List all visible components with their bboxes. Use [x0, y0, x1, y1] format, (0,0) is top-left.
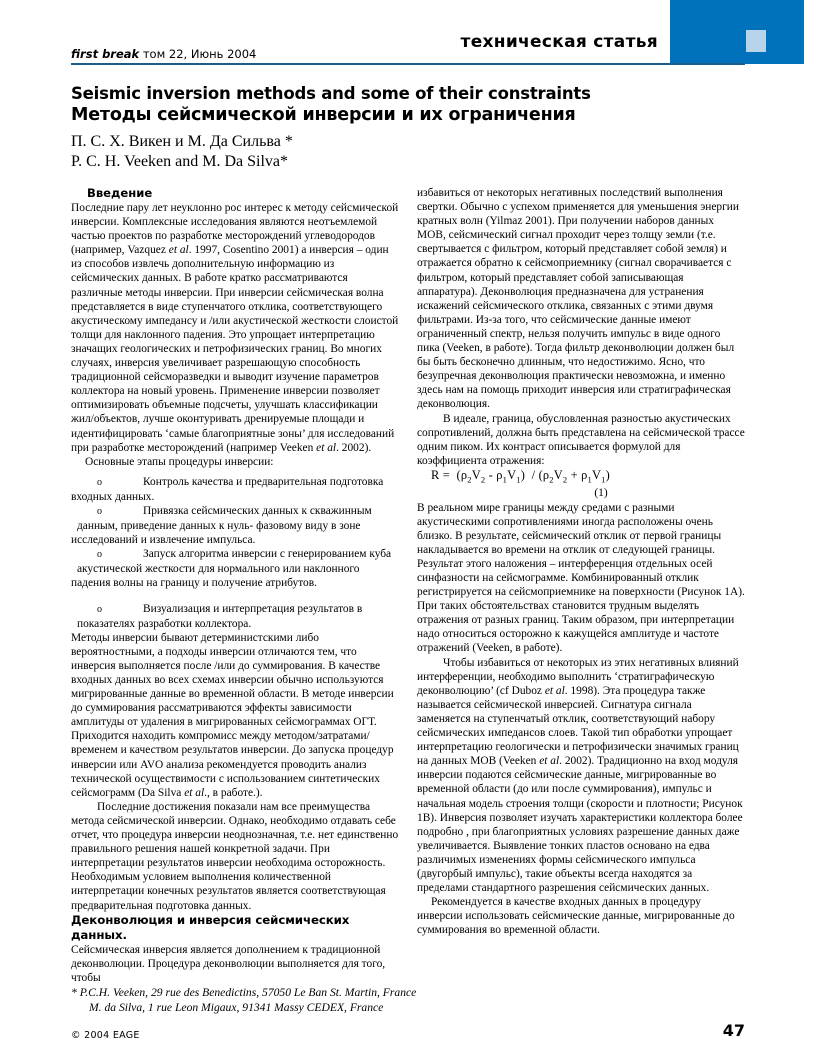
bullet-marker-icon: o: [97, 603, 102, 615]
copyright-notice: © 2004 EAGE: [71, 1030, 140, 1041]
journal-title: first break: [71, 47, 140, 61]
list-item-label: Привязка сейсмических данных к скважинным: [143, 504, 372, 517]
paragraph-stratigraphic-deconvolution: [417, 656, 745, 896]
body-column-right: [417, 186, 745, 937]
footnote-line-1: * P.C.H. Veeken, 29 rue des Benedictins, 57050 Le Ban St. Martin, France: [71, 986, 417, 999]
formula-number: (1): [594, 487, 608, 500]
paragraph-deconvolution: Сейсмическая инверсия является дополнением к традиционной деконволюции. Процедура деконволюции выполняется для того, чтобы: [71, 943, 386, 984]
methods-citation-etal: et al: [184, 786, 205, 799]
strat-citation-etal-1: et al: [544, 684, 565, 697]
intro-citation-etal-1: et al: [168, 244, 189, 257]
list-item-label: Контроль качества и предварительная подготовка: [143, 475, 384, 488]
footnote-line-2: M. da Silva, 1 rue Leon Migaux, 91341 Massy CEDEX, France: [89, 1000, 384, 1014]
paragraph-recent-advances: Последние достижения показали нам все преимущества метода сейсмической инверсии. Однако, необходимо отдавать себе отчет, что процедура инверсии неоднозначная, т.е. нет единственно правильного решения нашей конкретной задачи. При интерпретации результатов инверсии необходима осторожность. Необходимым условием выполнения количественной интерпретации конечных результатов является соответствующая предварительная подготовка данных.: [71, 800, 399, 912]
masthead-rule: [71, 63, 745, 65]
list-item-label: Визуализация и интерпретация результатов в: [143, 602, 363, 615]
list-item-continuation: показателях разработки коллектора.: [77, 617, 252, 630]
list-item: [71, 504, 399, 519]
bullet-marker-icon: o: [97, 549, 102, 561]
list-item: [71, 475, 399, 490]
list-item-continuation: данным, приведение данных к нуль- фазовому виду в зоне исследований и извлечение импульса.: [71, 520, 361, 547]
paragraph-introduction: [71, 201, 399, 455]
list-item: [71, 602, 399, 617]
heading-introduction: Введение: [87, 186, 153, 200]
page-masthead: [0, 0, 816, 68]
strat-text-part-3: . 2002). Традиционно на вход модуля инверсии подаются сейсмические данные, мигрированные во временной области (до или после суммирования), импульс и начальная модель строения толщи (скорости и плотности; Рисунок 1В). Инверсия позволяет изучать характеристики коллектора более подробно , при благоприятных условиях разрешение данных даже увеличивается. Выявление тонких пластов основано на едва различимых изменениях формы сейсмического импульса (двугорбый импульс), такие объекты всегда находятся за пределами стандартного разрешения сейсмических данных.: [417, 755, 743, 895]
list-item: [71, 547, 399, 562]
methods-text-part-1: Методы инверсии бывают детерминистскими либо вероятностными, а подходы инверсии отличаются тем, что инверсия выполняется после /или до суммирования. В качестве входных данных во всех схемах инверсии обычно используются мигрированные данные во временной области. В методе инверсии до суммирования рассматриваются эффекты зависимости амплитуды от удаления в мигрированных сейсмограммах ОГТ. Приходится находить компромисс между методом/затратами/временем и качеством результатов инверсии. До запуска процедур инверсии или AVO анализа рекомендуется проводить анализ технической осуществимости с использованием синтетических сейсмограмм (Da Silva: [71, 631, 394, 799]
heading-deconvolution: Деконволюция и инверсия сейсмических данных.: [71, 912, 350, 942]
article-title-russian: Методы сейсмической инверсии и их ограничения: [71, 105, 576, 125]
author-line-english: P. C. H. Veeken and M. Da Silva*: [71, 153, 289, 170]
page-number: 47: [722, 1021, 745, 1040]
methods-text-part-2: ., в работе.).: [204, 786, 263, 799]
spacer: [71, 591, 399, 602]
strat-citation-etal-2: et al: [539, 755, 560, 768]
stages-lead-in: Основные этапы процедуры инверсии:: [85, 455, 274, 468]
paragraph-ideal-boundary: В идеале, граница, обусловленная разностью акустических сопротивлений, должна быть представлена на сейсмической трассе одним пиком. Их контраст описывается формулой для коэффициента отражения:: [417, 412, 745, 467]
intro-text-part-3: . 2002).: [336, 441, 372, 454]
strat-text-part-2: . 1998). Эта процедура также называется сейсмической инверсией. Сигнатура сигнала заменяется на ступенчатый отклик, соответствующий набору сейсмических импедансов слоев. Такой тип обработки упрощает интерпретацию геологически и петрофизически значимых границ на данных МОВ (Veeken: [417, 684, 739, 768]
intro-citation-etal-2: et al: [316, 441, 337, 454]
bullet-marker-icon: o: [97, 505, 102, 517]
accent-block-inner-square: [746, 30, 766, 52]
article-title-english: Seismic inversion methods and some of their constraints: [71, 84, 591, 103]
paragraph-recommendation: Рекомендуется в качестве входных данных в процедуру инверсии использовать сейсмические данные, мигрированные до суммирования во временной области.: [417, 896, 735, 937]
intro-text-part-1: Последние пару лет неуклонно рос интерес к методу сейсмической инверсии. Комплексные исследования являются неотъемлемой частью проектов по разработке месторождений углеводородов (например, Vazquez: [71, 202, 399, 257]
journal-reference: [71, 47, 256, 61]
bullet-marker-icon: o: [97, 476, 102, 488]
paragraph-inversion-methods: [71, 631, 399, 800]
author-address-footnote: [71, 986, 631, 1015]
accent-block: [670, 0, 804, 64]
list-item-label: Запуск алгоритма инверсии с генерированием куба: [143, 548, 392, 561]
intro-text-part-2: . 1997, Cosentino 2001) а инверсия – один из способов извлечь дополнительную информацию из сейсмических данных. В работе кратко рассматриваются различные методы инверсии. При инверсии сейсмическая волна представляется в виде ступенчатого отклика, соответствующего акустическому импедансу и /или акустической жесткости слоистой толщи для наклонного падения. Это упрощает интерпретацию значащих геологических и петрофизических границ. Во многих случаях, инверсия увеличивает разрешающую способность традиционной сейсморазведки и выводит изучение параметров коллектора на новый уровень. Применение инверсии позволяет оптимизировать объемные подсчеты, улучшать классификации жил/объектов, лучше оконтуривать дренируемые площади и идентифицировать ‘самые благоприятные зоны’ для исследований при разработке месторождений (например Veeken: [71, 244, 399, 454]
list-item-continuation: акустической жесткости для нормального или наклонного падения волны на границу и получение атрибутов.: [71, 563, 360, 590]
strat-text-part-1: Чтобы избавиться от некоторых из этих негативных влияний интерференции, необходимо выполнить ‘стратиграфическую деконволюцию’ (cf Duboz: [417, 656, 739, 697]
author-line-russian: П. С. Х. Викен и М. Да Сильва *: [71, 133, 293, 150]
journal-issue: том 22, Июнь 2004: [139, 47, 257, 61]
body-column-left: [71, 186, 399, 985]
section-kicker: техническая статья: [460, 32, 658, 52]
reflection-coefficient-formula: $R = (\rho_2V_2 - \rho_1V_1) / (\rho_2V_2 + \rho_1V_1)$: [431, 467, 610, 485]
paragraph-real-world-interference: В реальном мире границы между средами с разными акустическими сопротивлениями иногда расположены очень близко. В результате, сейсмический отклик от первой границы накладывается во времени на отклик от следующей границы. Результат этого наложения – интерференция отдельных осей синфазности на сейсмограмме. Комбинированный отклик регистрируется на сейсмоприемнике на поверхности (Рисунок 1А). При таких обстоятельствах становится трудным выделять отражения от разных границ. Таким образом, при интерпретации надо относиться осторожно к кажущейся амплитуде и частоте отражений (Veeken, в работе).: [417, 501, 745, 655]
paragraph-convolution-effects: избавиться от некоторых негативных последствий выполнения свертки. Обычно с успехом применяется для уменьшения энергии кратных волн (Yilmaz 2001). При получении наборов данных МОВ, сейсмический сигнал проходит через толщу земли (т.е. свертывается с фильтром, который представляет собой земля) и отражается обратно к сейсмоприемнику (сигнал сворачивается с фильтром, который представляет собой записывающая аппаратура). Деконволюция предназначена для устранения искажений сейсмического отклика, связанных с этими двумя фильтрами. Из-за того, что сейсмические данные имеют ограниченный спектр, нельзя получить импульс в виде одного пика (Veeken, в работе). Тогда фильтр деконволюции должен был бы быть бесконечно длинным, что недостижимо. Ясно, что безупречная деконволюция практически невозможна, и именно здесь нам на помощь приходит инверсия или стратиграфическая деконволюция.: [417, 187, 739, 411]
list-item-continuation: входных данных.: [71, 490, 155, 503]
